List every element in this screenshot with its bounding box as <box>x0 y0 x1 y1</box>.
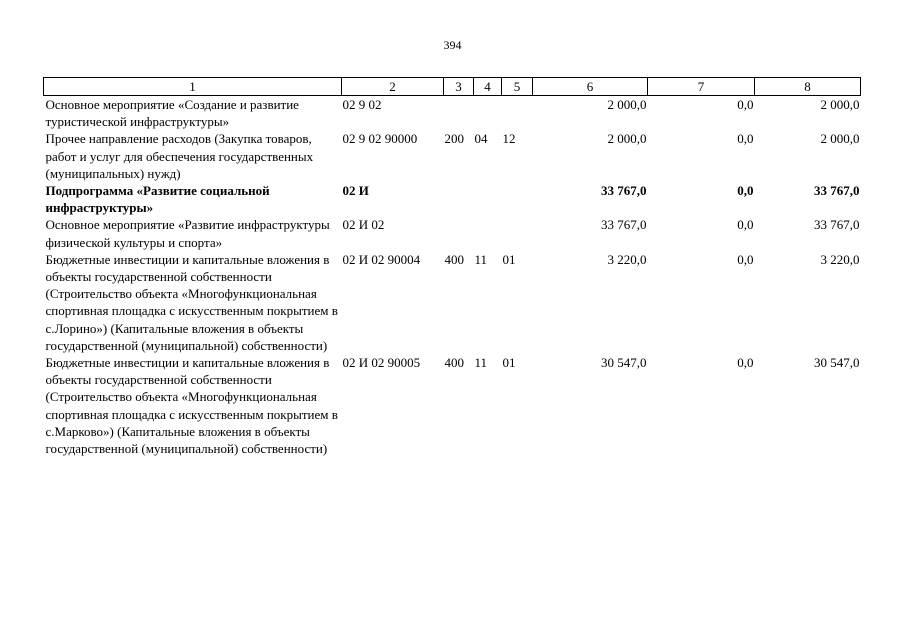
row-pr-code: 01 <box>502 355 516 371</box>
row-value-6: 30 547,0 <box>601 355 647 371</box>
row-name: Бюджетные инвестиции и капитальные вложения в объекты государственной собственности (Строительство объекта «Многофункциональная спортивная площадка с искусственным покрытием в с.Лорино») (Капитальные вложения в объекты государственной (муниципальной) собственности) <box>45 251 338 353</box>
table-row <box>44 182 861 216</box>
header-cell-8: 8 <box>755 78 861 96</box>
row-csr-code: 02 9 02 90000 <box>342 131 418 147</box>
row-value-7: 0,0 <box>737 183 754 199</box>
row-name: Бюджетные инвестиции и капитальные вложения в объекты государственной собственности (Строительство объекта «Многофункциональная спортивная площадка с искусственным покрытием в с.Марково») (Капитальные вложения в объекты государственной (муниципальной) собственности) <box>45 355 338 457</box>
row-value-7: 0,0 <box>737 251 754 267</box>
row-value-6: 3 220,0 <box>607 251 647 267</box>
row-rz-code <box>474 96 502 131</box>
table-row <box>44 130 861 182</box>
table-row <box>44 96 861 131</box>
row-csr-code: 02 И 02 90004 <box>342 251 421 267</box>
header-cell-7: 7 <box>648 78 755 96</box>
row-vr-code: 400 <box>444 355 464 371</box>
row-value-7: 0,0 <box>737 355 754 371</box>
row-csr-code: 02 И 02 90005 <box>342 355 421 371</box>
row-value-6: 2 000,0 <box>607 131 647 147</box>
row-vr-code: 200 <box>444 131 464 147</box>
row-value-8: 2 000,0 <box>820 131 860 147</box>
row-pr-code <box>502 216 533 250</box>
row-rz-code <box>474 216 502 250</box>
row-rz-code: 04 <box>474 131 488 147</box>
row-rz-code: 11 <box>474 355 488 371</box>
row-vr-code <box>444 216 474 250</box>
row-rz-code <box>474 182 502 216</box>
table-row <box>44 354 861 457</box>
header-cell-2: 2 <box>342 78 444 96</box>
row-value-8: 30 547,0 <box>814 355 860 371</box>
row-csr-code: 02 И 02 <box>342 217 385 233</box>
row-pr-code: 01 <box>502 251 516 267</box>
row-name: Прочее направление расходов (Закупка товаров, работ и услуг для обеспечения государственных (муниципальных) нужд) <box>45 131 314 181</box>
row-value-8: 3 220,0 <box>820 251 860 267</box>
row-value-7: 0,0 <box>737 97 754 112</box>
row-value-8: 33 767,0 <box>814 217 860 233</box>
row-name: Основное мероприятие «Создание и развитие туристической инфраструктуры» <box>45 97 299 130</box>
header-cell-5: 5 <box>502 78 533 96</box>
header-cell-3: 3 <box>444 78 474 96</box>
budget-table <box>43 77 861 457</box>
row-csr-code: 02 И <box>342 183 369 199</box>
row-csr-code: 02 9 02 <box>342 97 382 112</box>
table-row <box>44 251 861 354</box>
row-value-6: 2 000,0 <box>607 97 647 112</box>
table-body <box>44 96 861 458</box>
header-cell-1: 1 <box>44 78 342 96</box>
header-row <box>44 78 861 96</box>
row-vr-code <box>444 96 474 131</box>
row-value-7: 0,0 <box>737 217 754 233</box>
row-value-6: 33 767,0 <box>601 217 647 233</box>
page-number: 394 <box>443 38 462 52</box>
row-pr-code: 12 <box>502 131 516 147</box>
row-name: Подпрограмма «Развитие социальной инфраструктуры» <box>45 183 270 216</box>
row-pr-code <box>502 96 533 131</box>
row-value-7: 0,0 <box>737 131 754 147</box>
row-name: Основное мероприятие «Развитие инфраструктуры физической культуры и спорта» <box>45 217 330 250</box>
row-pr-code <box>502 182 533 216</box>
row-vr-code <box>444 182 474 216</box>
row-value-8: 33 767,0 <box>814 183 860 199</box>
header-cell-4: 4 <box>474 78 502 96</box>
row-value-8: 2 000,0 <box>820 97 860 112</box>
row-vr-code: 400 <box>444 251 464 267</box>
header-cell-6: 6 <box>533 78 648 96</box>
table-row <box>44 216 861 250</box>
row-rz-code: 11 <box>474 251 488 267</box>
row-value-6: 33 767,0 <box>601 183 647 199</box>
